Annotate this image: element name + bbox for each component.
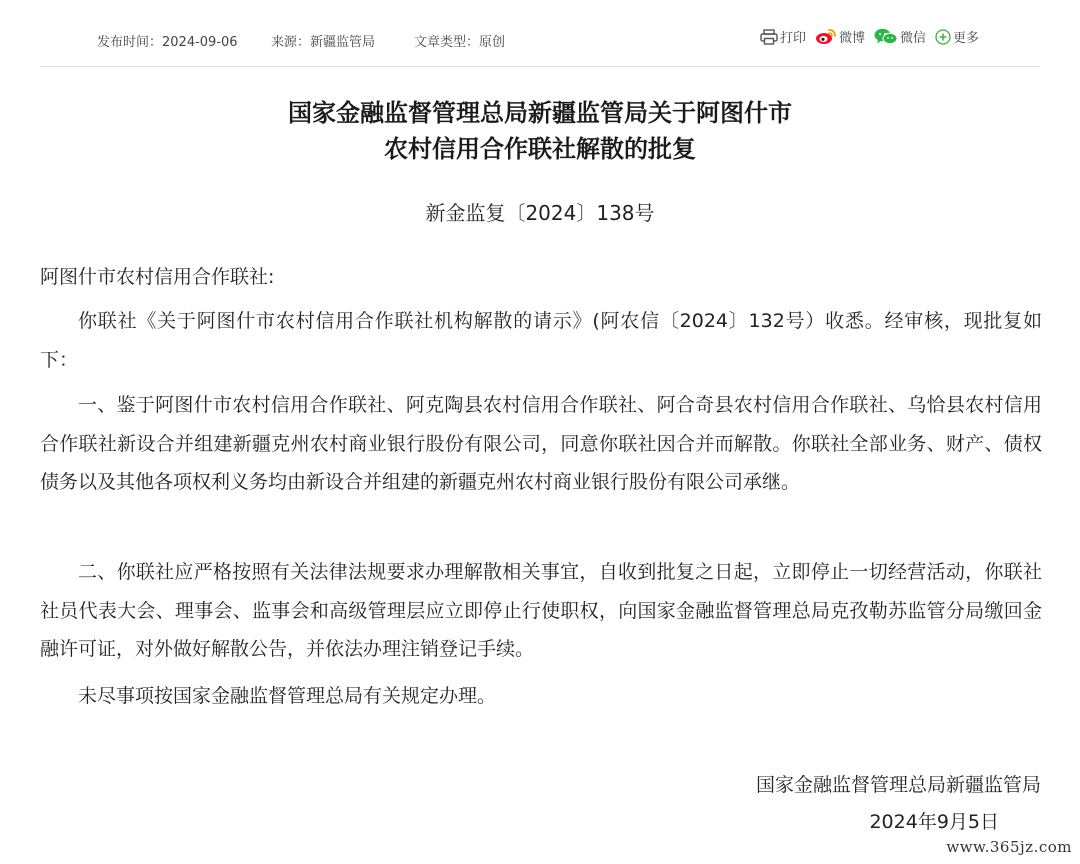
wechat-share-button[interactable] bbox=[874, 27, 926, 46]
article-source: 来源：新疆监管局 bbox=[271, 35, 376, 50]
signature-date: 2024年9月5日 bbox=[869, 811, 999, 833]
weibo-share-button[interactable] bbox=[815, 27, 865, 46]
plus-circle-icon bbox=[935, 29, 951, 45]
weibo-label: 微博 bbox=[839, 31, 866, 46]
more-label: 更多 bbox=[953, 31, 980, 46]
print-label: 打印 bbox=[780, 31, 807, 46]
weibo-icon bbox=[815, 28, 837, 45]
print-button[interactable] bbox=[760, 27, 806, 46]
article-meta-bar bbox=[0, 0, 1080, 66]
document-title-line-1: 国家金融监督管理总局新疆监管局关于阿图什市 bbox=[288, 99, 792, 127]
publish-time: 发布时间：2024-09-06 bbox=[97, 35, 238, 50]
more-share-button[interactable] bbox=[935, 27, 979, 46]
site-watermark: www.365jz.com bbox=[942, 836, 1076, 858]
signature-organization: 国家金融监督管理总局新疆监管局 bbox=[755, 774, 1041, 796]
document-number: 新金监复〔2024〕138号 bbox=[425, 201, 655, 225]
header-divider bbox=[40, 66, 1040, 67]
body-paragraph-4: 未尽事项按国家金融监督管理总局有关规定办理。 bbox=[78, 685, 497, 707]
body-paragraph-1: 你联社《关于阿图什市农村信用合作联社机构解散的请示》(阿农信〔2024〕132号）收悉。经审核，现批复如下： bbox=[40, 310, 1042, 371]
body-paragraph-2: 一、鉴于阿图什市农村信用合作联社、阿克陶县农村信用合作联社、阿合奇县农村信用合作联社、乌恰县农村信用合作联社新设合并组建新疆克州农村商业银行股份有限公司，同意你联社因合并而解散。你联社全部业务、财产、债权债务以及其他各项权利义务均由新设合并组建的新疆克州农村商业银行股份有限公司承继。 bbox=[40, 394, 1042, 493]
article-type: 文章类型：原创 bbox=[414, 35, 506, 50]
printer-icon bbox=[760, 29, 778, 45]
wechat-icon bbox=[874, 28, 898, 45]
document-title-line-2: 农村信用合作联社解散的批复 bbox=[384, 135, 696, 163]
body-paragraph-3: 二、你联社应严格按照有关法律法规要求办理解散相关事宜，自收到批复之日起，立即停止一切经营活动，你联社社员代表大会、理事会、监事会和高级管理层应立即停止行使职权，向国家金融监督管理总局克孜勒苏监管分局缴回金融许可证，对外做好解散公告，并依法办理注销登记手续。 bbox=[40, 561, 1042, 660]
wechat-label: 微信 bbox=[900, 31, 927, 46]
salutation: 阿图什市农村信用合作联社: bbox=[40, 266, 275, 288]
share-toolbar bbox=[760, 27, 988, 46]
